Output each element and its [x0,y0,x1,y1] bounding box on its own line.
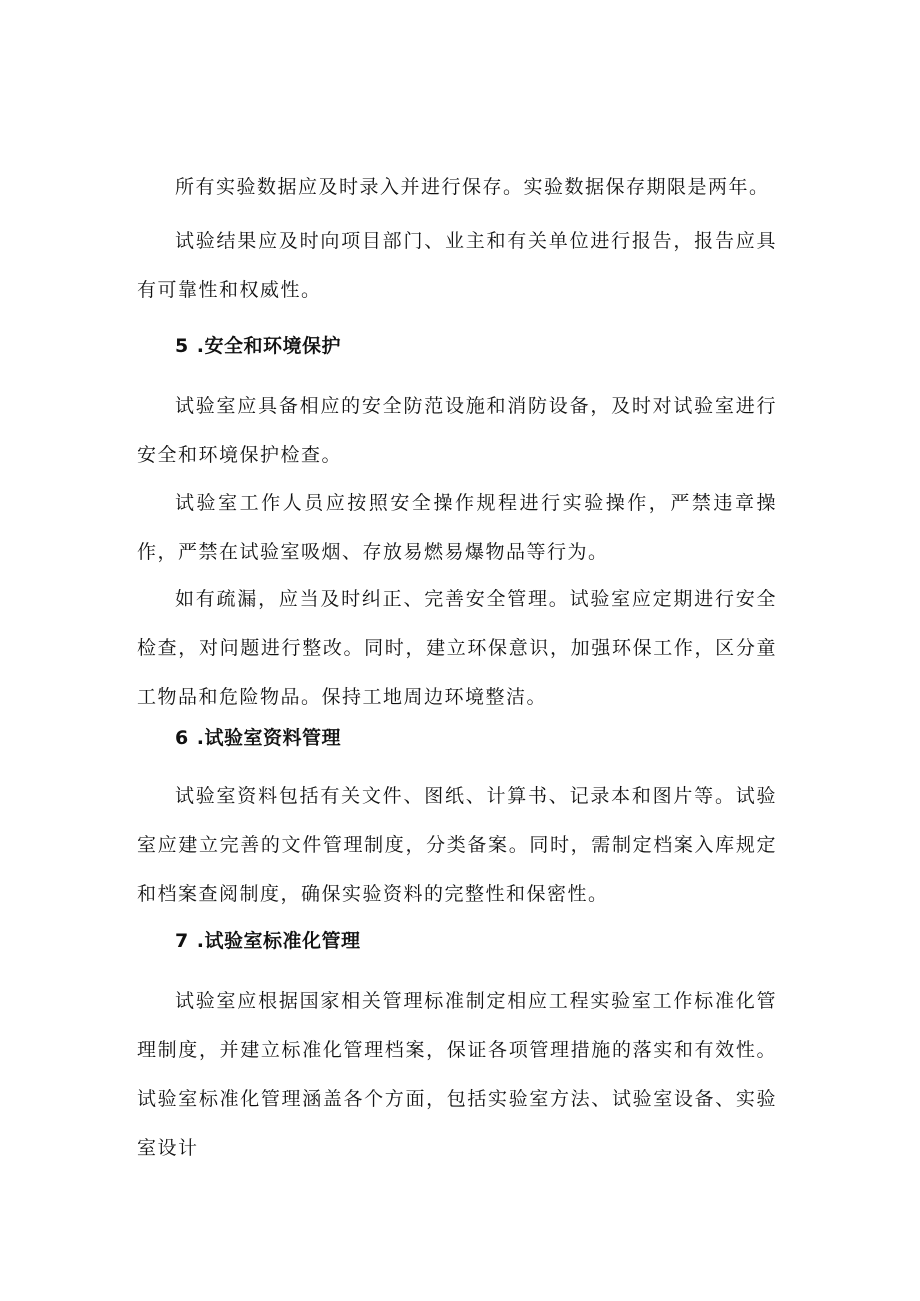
paragraph-document-management: 试验室资料包括有关文件、图纸、计算书、记录本和图片等。试验室应建立完善的文件管理制度，分类备案。同时，需制定档案入库规定和档案查阅制度，确保实验资料的完整性和保密性。 [137,785,777,905]
section-heading-5 [137,331,815,361]
section-number: 7 [175,930,189,952]
section-title: .试验室标准化管理 [196,930,361,952]
paragraph-safety-facilities: 试验室应具备相应的安全防范设施和消防设备，及时对试验室进行安全和环境保护检查。 [137,395,777,466]
section-number: 5 [175,335,189,357]
section-heading-6 [137,723,815,753]
section-title: .安全和环境保护 [196,335,341,357]
section-number: 6 [175,727,189,749]
paragraph-safety-inspection: 如有疏漏，应当及时纠正、完善安全管理。试验室应定期进行安全检查，对问题进行整改。同时，建立环保意识，加强环保工作，区分童工物品和危险物品。保持工地周边环境整洁。 [137,588,777,708]
paragraph-safety-operation: 试验室工作人员应按照安全操作规程进行实验操作，严禁违章操作，严禁在试验室吸烟、存放易燃易爆物品等行为。 [137,492,777,563]
paragraph-data-storage: 所有实验数据应及时录入并进行保存。实验数据保存期限是两年。 [175,176,770,198]
section-heading-7 [137,926,815,956]
section-title: .试验室资料管理 [196,727,341,749]
paragraph-test-results: 试验结果应及时向项目部门、业主和有关单位进行报告，报告应具有可靠性和权威性。 [137,230,777,301]
paragraph-standardization: 试验室应根据国家相关管理标准制定相应工程实验室工作标准化管理制度，并建立标准化管理档案，保证各项管理措施的落实和有效性。试验室标准化管理涵盖各个方面，包括实验室方法、试验室设备、实验室设计 [137,990,777,1159]
